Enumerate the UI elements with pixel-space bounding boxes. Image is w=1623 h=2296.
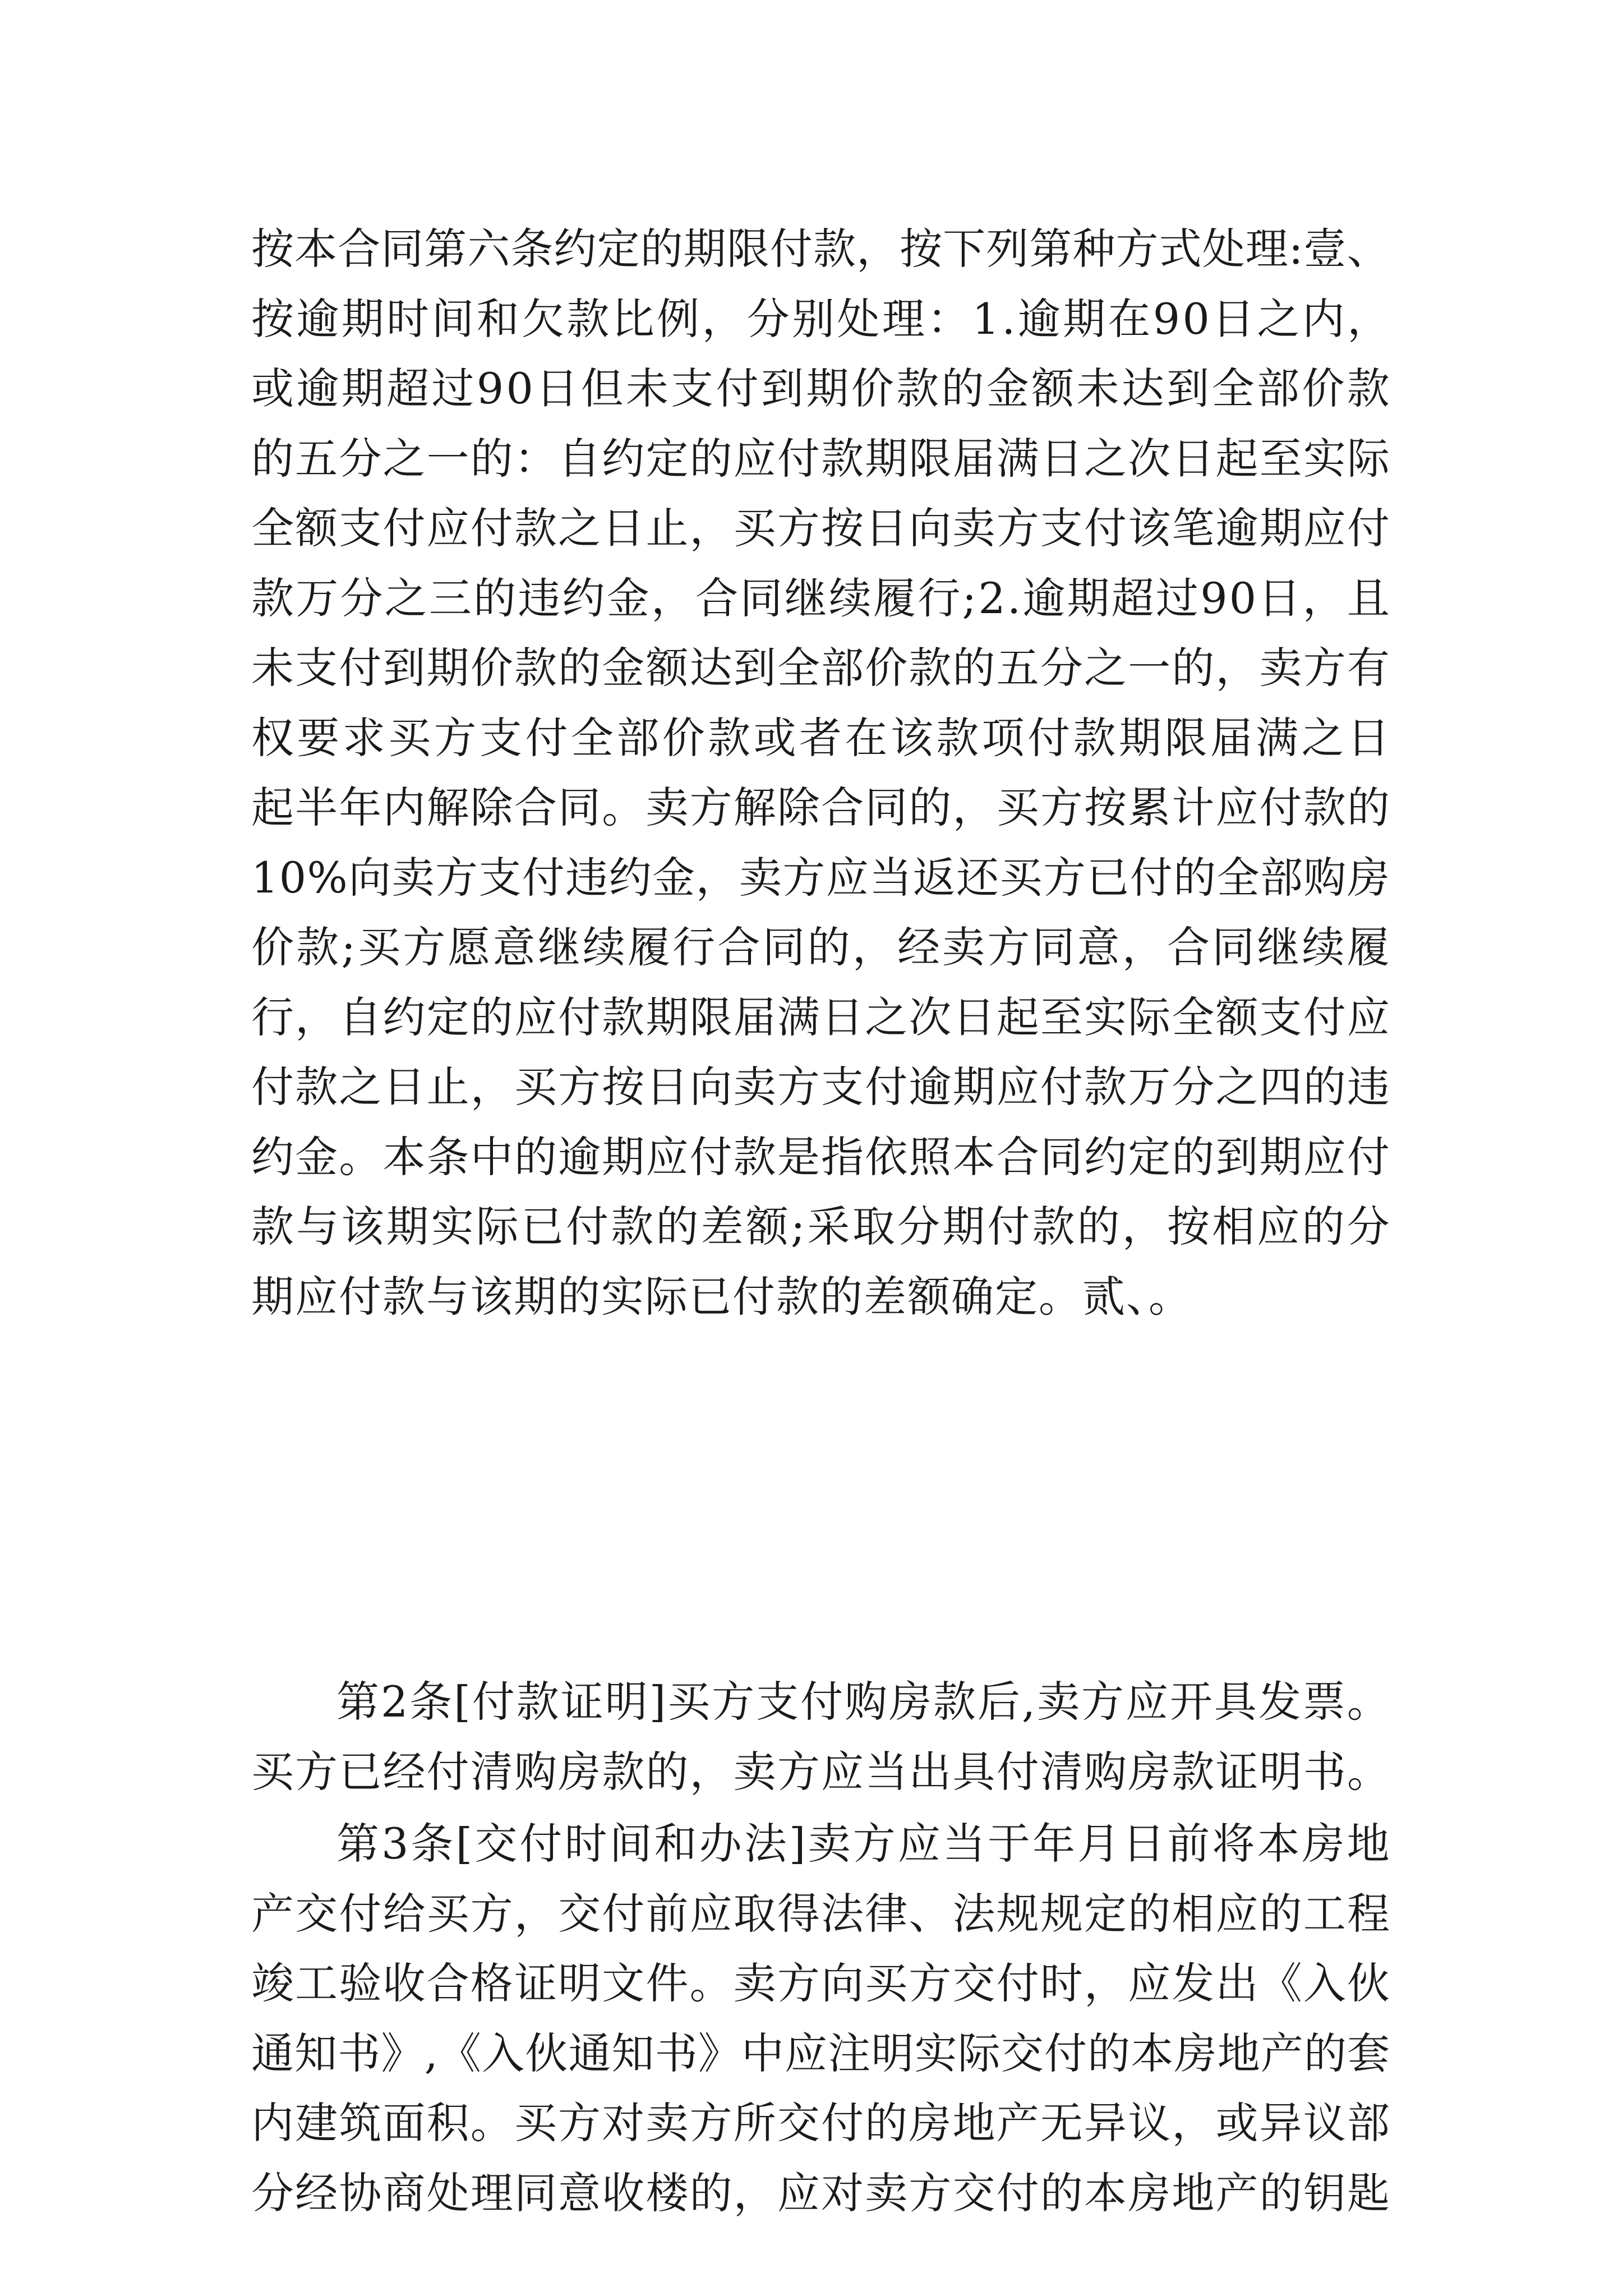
text-line: 期应付款与该期的实际已付款的差额确定。贰、。: [251, 1271, 1192, 1322]
text-line: 的五分之一的：自约定的应付款期限届满日之次日起至实际: [251, 433, 1391, 484]
text-line: 款万分之三的违约金，合同继续履行;2.逾期超过90日，且: [251, 573, 1392, 623]
text-line: 按逾期时间和欠款比例，分别处理：1.逾期在90日之内，: [251, 293, 1393, 344]
text-line: 内建筑面积。买方对卖方所交付的房地产无异议，或异议部: [251, 2098, 1391, 2148]
text-line: 行，自约定的应付款期限届满日之次日起至实际全额支付应: [251, 992, 1391, 1042]
text-line: 产交付给买方，交付前应取得法律、法规规定的相应的工程: [251, 1888, 1391, 1939]
text-line: 起半年内解除合同。卖方解除合同的，买方按累计应付款的: [251, 783, 1391, 832]
text-line: 全额支付应付款之日止，买方按日向卖方支付该笔逾期应付: [251, 503, 1391, 553]
text-line: 价款;买方愿意继续履行合同的，经卖方同意，合同继续履: [251, 922, 1392, 972]
text-line: 通知书》,《入伙通知书》中应注明实际交付的本房地产的套: [251, 2028, 1391, 2078]
text-line: 第2条[付款证明]买方支付购房款后,卖方应开具发票。: [336, 1677, 1391, 1727]
text-line: 第3条[交付时间和办法]卖方应当于年月日前将本房地: [336, 1819, 1392, 1869]
text-line: 10%向卖方支付违约金，卖方应当返还买方已付的全部购房: [251, 852, 1391, 903]
text-line: 约金。本条中的逾期应付款是指依照本合同约定的到期应付: [251, 1131, 1391, 1182]
text-line: 款与该期实际已付款的差额;采取分期付款的，按相应的分: [251, 1202, 1392, 1251]
text-line: 按本合同第六条约定的期限付款，按下列第种方式处理:壹、: [251, 224, 1390, 274]
text-line: 分经协商处理同意收楼的，应对卖方交付的本房地产的钥匙: [251, 2168, 1391, 2218]
text-line: 未支付到期价款的金额达到全部价款的五分之一的，卖方有: [251, 643, 1391, 693]
paragraph-article-2: [251, 1667, 1390, 1807]
text-line: 付款之日止，买方按日向卖方支付逾期应付款万分之四的违: [251, 1062, 1391, 1112]
paragraph-payment-default: [251, 214, 1393, 1332]
text-line: 买方已经付清购房款的，卖方应当出具付清购房款证明书。: [251, 1746, 1391, 1797]
text-line: 竣工验收合格证明文件。卖方向买方交付时，应发出《入伙: [251, 1958, 1391, 2008]
text-line: 权要求买方支付全部价款或者在该款项付款期限届满之日: [251, 712, 1393, 763]
paragraph-article-3: [251, 1809, 1390, 2228]
text-line: 或逾期超过90日但未支付到期价款的金额未达到全部价款: [251, 364, 1393, 413]
